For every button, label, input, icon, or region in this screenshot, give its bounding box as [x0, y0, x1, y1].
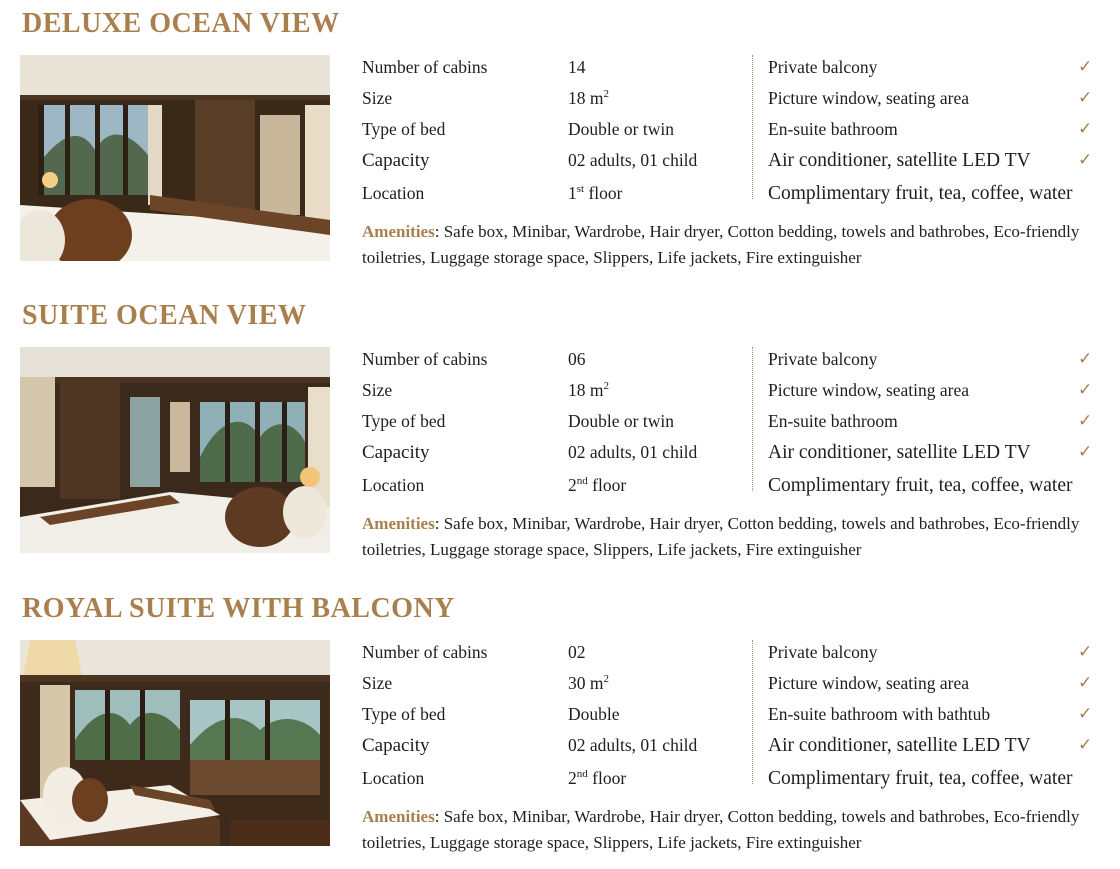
amenities-label: Amenities [362, 222, 435, 241]
spec-row-size [362, 88, 747, 118]
spec-row-capacity [362, 442, 747, 472]
spec-label: Capacity [362, 442, 430, 463]
feature-item: Complimentary fruit, tea, coffee, water [768, 475, 1073, 496]
feature-item: Picture window, seating area ✓ [768, 673, 1093, 693]
spec-label: Location [362, 475, 425, 495]
feature-item: En-suite bathroom with bathtub ✓ [768, 704, 1093, 724]
feature-item: Private balcony ✓ [768, 57, 1093, 77]
deluxe-cabin-photo [20, 55, 330, 261]
dotted-divider [752, 347, 753, 491]
spec-value: Double or twin [568, 411, 674, 431]
feature-item: Air conditioner, satellite LED TV ✓ [768, 150, 1093, 171]
spec-value: Double or twin [568, 119, 674, 139]
check-icon: ✓ [1078, 88, 1093, 108]
spec-value: 18 $m^2$ [568, 88, 609, 108]
feature-item: Picture window, seating area ✓ [768, 380, 1093, 400]
feature-item: Private balcony ✓ [768, 642, 1093, 662]
suite-cabin-photo [20, 347, 330, 553]
check-icon: ✓ [1078, 57, 1093, 77]
spec-label: Type of bed [362, 119, 446, 139]
cabin-section-deluxe [0, 0, 1120, 280]
feature-item: Private balcony ✓ [768, 349, 1093, 369]
amenities-text: Amenities: Safe box, Minibar, Wardrobe, Hair dryer, Cotton bedding, towels and bathrobes, Eco-friendly toiletries, Luggage storage space, Slippers, Life jackets, Fire extinguisher [362, 807, 1080, 852]
spec-label: Type of bed [362, 704, 446, 724]
spec-row-capacity [362, 735, 747, 765]
spec-value: 02 adults, 01 child [568, 150, 698, 170]
spec-value: 06 [568, 349, 586, 369]
check-icon: ✓ [1078, 119, 1093, 139]
spec-value: Double [568, 704, 620, 724]
spec-value: 30 $m^2$ [568, 673, 609, 693]
spec-label: Location [362, 183, 425, 203]
spec-row-bed [362, 411, 747, 441]
spec-row-size [362, 380, 747, 410]
amenities-text: Amenities: Safe box, Minibar, Wardrobe, Hair dryer, Cotton bedding, towels and bathrobes, Eco-friendly toiletries, Luggage storage space, Slippers, Life jackets, Fire extinguisher [362, 514, 1080, 559]
feature-item: Air conditioner, satellite LED TV ✓ [768, 735, 1093, 756]
check-icon: ✓ [1078, 150, 1093, 170]
check-icon: ✓ [1078, 642, 1093, 662]
spec-label: Size [362, 673, 393, 693]
check-icon: ✓ [1078, 673, 1093, 693]
spec-row-location [362, 768, 747, 798]
amenities-label: Amenities [362, 514, 435, 533]
spec-label: Size [362, 380, 393, 400]
check-icon: ✓ [1078, 735, 1093, 755]
amenities-text: Amenities: Safe box, Minibar, Wardrobe, Hair dryer, Cotton bedding, towels and bathrobes, Eco-friendly toiletries, Luggage storage space, Slippers, Life jackets, Fire extinguisher [362, 222, 1080, 267]
feature-item: Complimentary fruit, tea, coffee, water [768, 768, 1073, 789]
cabin-section-suite [0, 292, 1120, 572]
spec-row-cabins [362, 642, 747, 672]
section-title: SUITE OCEAN VIEW [22, 300, 307, 331]
section-title: DELUXE OCEAN VIEW [22, 8, 340, 39]
dotted-divider [752, 55, 753, 199]
spec-value: 1st floor [568, 183, 623, 203]
spec-value: 02 adults, 01 child [568, 442, 698, 462]
spec-row-size [362, 673, 747, 703]
spec-row-location [362, 475, 747, 505]
section-title: ROYAL SUITE WITH BALCONY [22, 593, 455, 624]
spec-value: 02 adults, 01 child [568, 735, 698, 755]
feature-item: En-suite bathroom ✓ [768, 411, 1093, 431]
feature-item: En-suite bathroom ✓ [768, 119, 1093, 139]
spec-label: Number of cabins [362, 57, 488, 77]
dotted-divider [752, 640, 753, 784]
spec-label: Type of bed [362, 411, 446, 431]
spec-row-bed [362, 119, 747, 149]
check-icon: ✓ [1078, 380, 1093, 400]
feature-item: Complimentary fruit, tea, coffee, water [768, 183, 1073, 204]
spec-label: Location [362, 768, 425, 788]
cabin-section-royal [0, 585, 1120, 865]
royal-cabin-photo [20, 640, 330, 846]
spec-row-cabins [362, 57, 747, 87]
spec-value: 14 [568, 57, 586, 77]
spec-label: Capacity [362, 735, 430, 756]
check-icon: ✓ [1078, 411, 1093, 431]
spec-row-location [362, 183, 747, 213]
amenities-label: Amenities [362, 807, 435, 826]
spec-label: Capacity [362, 150, 430, 171]
spec-value: 02 [568, 642, 586, 662]
spec-value: 2nd floor [568, 768, 627, 788]
spec-row-cabins [362, 349, 747, 379]
feature-item: Picture window, seating area ✓ [768, 88, 1093, 108]
spec-label: Number of cabins [362, 642, 488, 662]
spec-row-bed [362, 704, 747, 734]
check-icon: ✓ [1078, 704, 1093, 724]
spec-value: 2nd floor [568, 475, 627, 495]
feature-item: Air conditioner, satellite LED TV ✓ [768, 442, 1093, 463]
check-icon: ✓ [1078, 442, 1093, 462]
check-icon: ✓ [1078, 349, 1093, 369]
spec-label: Number of cabins [362, 349, 488, 369]
spec-label: Size [362, 88, 393, 108]
spec-row-capacity [362, 150, 747, 180]
spec-value: 18 $m^2$ [568, 380, 609, 400]
